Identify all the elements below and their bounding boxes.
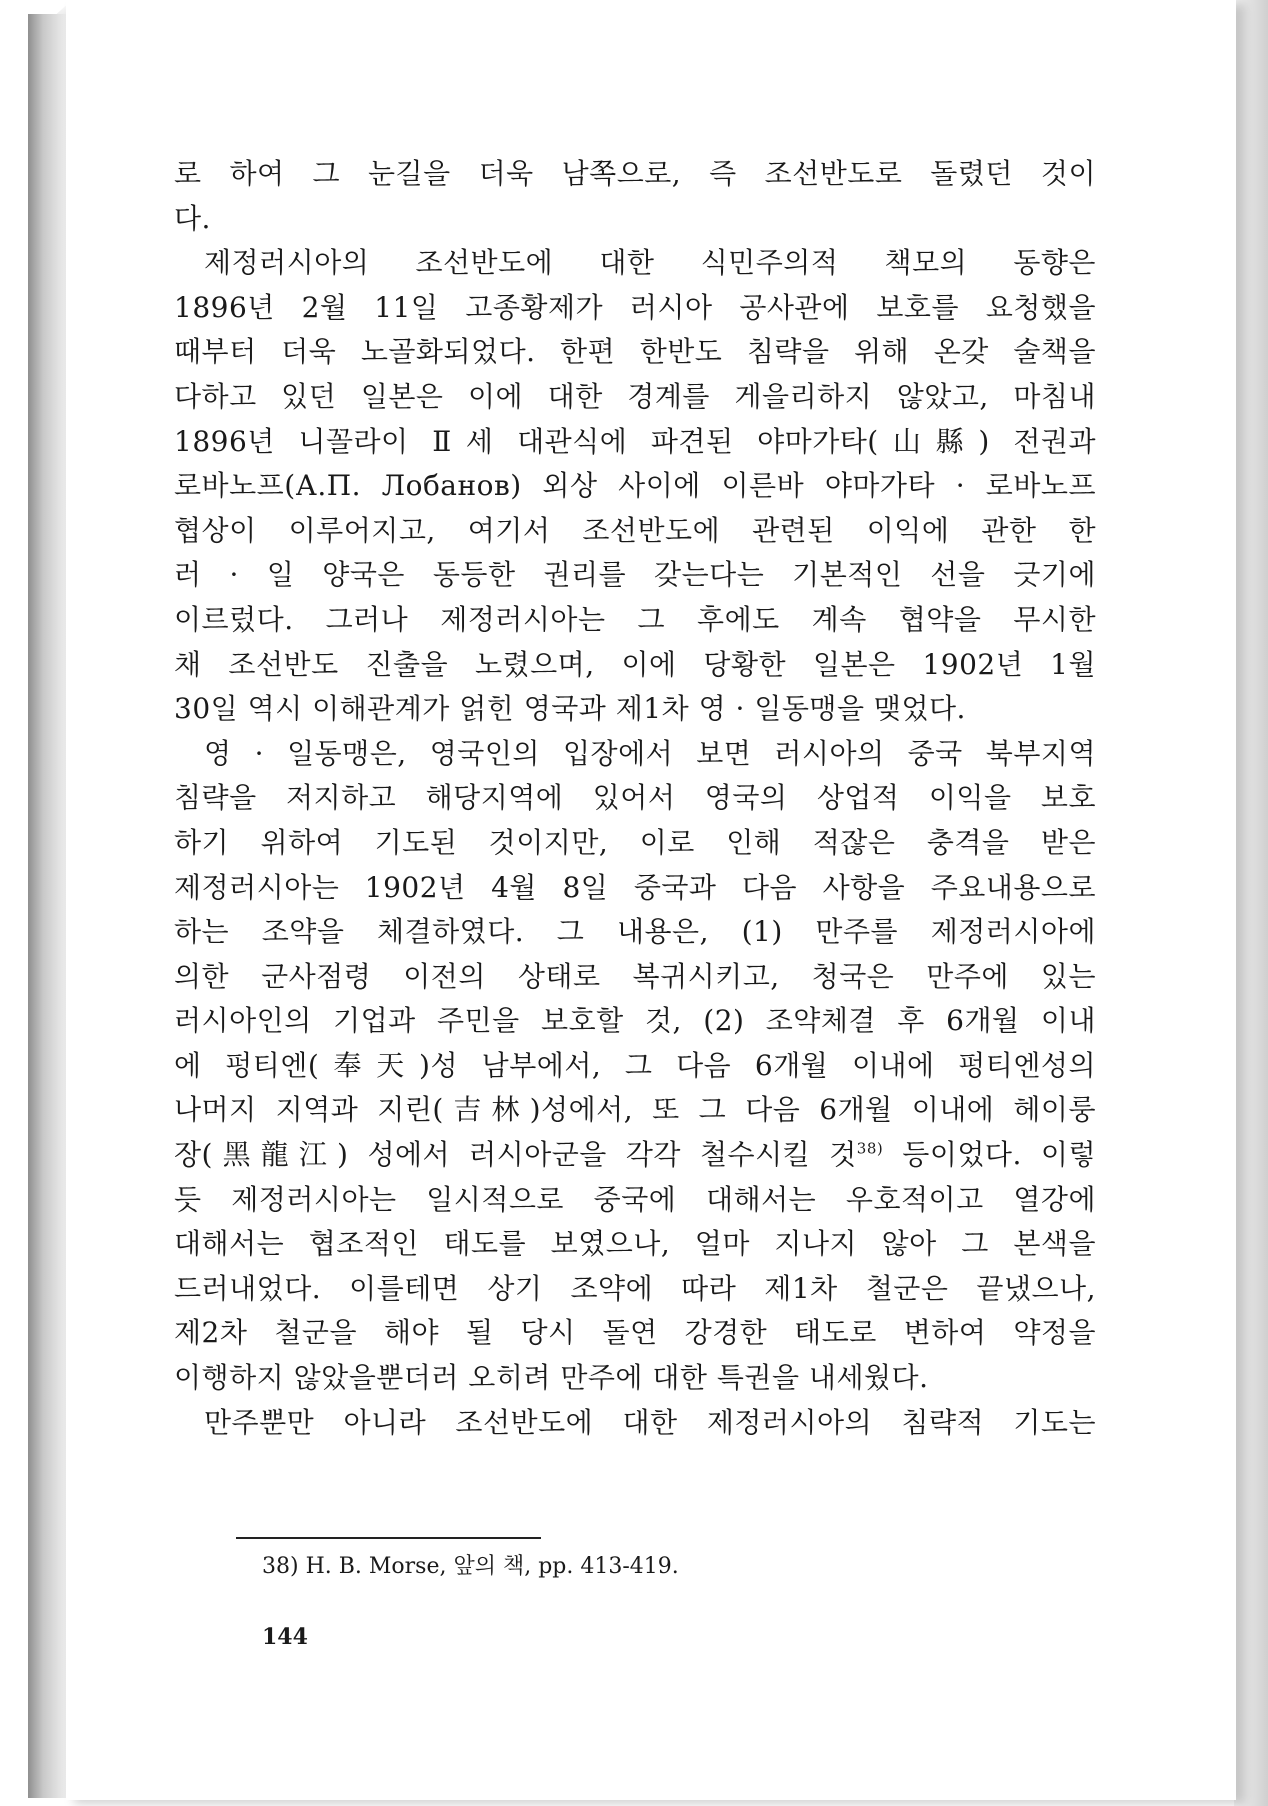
text-line: 하는 조약을 체결하였다. 그 내용은, (1) 만주를 제정러시아에 — [174, 915, 1096, 949]
page-number: 144 — [262, 1624, 308, 1650]
text-line: 침략을 저지하고 해당지역에 있어서 영국의 상업적 이익을 보호 — [174, 781, 1096, 815]
text-line-with-footnote — [174, 1133, 1096, 1178]
paragraph-start-line: 제정러시아의 조선반도에 대한 식민주의적 책모의 동향은 — [204, 246, 1096, 280]
text-line: 제정러시아는 1902년 4월 8일 중국과 다음 사항을 주요내용으로 — [174, 870, 1096, 904]
text-line: 다. — [174, 201, 211, 235]
text-line: 의한 군사점령 이전의 상태로 복귀시키고, 청국은 만주에 있는 — [174, 959, 1096, 993]
text-line: 제2차 철군을 해야 될 당시 돌연 강경한 태도로 변하여 약정을 — [174, 1316, 1096, 1350]
footnote-divider — [236, 1537, 541, 1539]
text-line: 때부터 더욱 노골화되었다. 한편 한반도 침략을 위해 온갖 술책을 — [174, 335, 1096, 369]
footnote: 38) H. B. Morse, 앞의 책, pp. 413-419. — [262, 1554, 679, 1579]
text-line: 협상이 이루어지고, 여기서 조선반도에 관련된 이익에 관한 한 — [174, 513, 1096, 547]
text-line: 1896년 니꼴라이 Ⅱ세 대관식에 파견된 야마가타(山縣) 전권과 — [174, 424, 1096, 458]
text-line: 하기 위하여 기도된 것이지만, 이로 인해 적잖은 충격을 받은 — [174, 825, 1096, 859]
text-line: 1896년 2월 11일 고종황제가 러시아 공사관에 보호를 요청했을 — [174, 290, 1096, 324]
text-segment: 등이었다. 이렇 — [883, 1138, 1096, 1172]
text-line: 대해서는 협조적인 태도를 보였으나, 얼마 지나지 않아 그 본색을 — [174, 1227, 1096, 1261]
text-segment: 장(黑龍江) 성에서 러시아군을 각각 철수시킬 것 — [174, 1138, 857, 1172]
paragraph-start-line: 영 · 일동맹은, 영국인의 입장에서 보면 러시아의 중국 북부지역 — [204, 736, 1096, 770]
footnote-marker: 38) — [856, 1139, 884, 1158]
text-line: 듯 제정러시아는 일시적으로 중국에 대해서는 우호적이고 열강에 — [174, 1182, 1096, 1216]
text-line: 30일 역시 이해관계가 얽힌 영국과 제1차 영 · 일동맹을 맺었다. — [174, 692, 966, 726]
text-line: 다하고 있던 일본은 이에 대한 경계를 게을리하지 않았고, 마침내 — [174, 379, 1096, 413]
text-line: 러시아인의 기업과 주민을 보호할 것, (2) 조약체결 후 6개월 이내 — [174, 1004, 1096, 1038]
text-line: 로 하여 그 눈길을 더욱 남쪽으로, 즉 조선반도로 돌렸던 것이 — [174, 157, 1096, 190]
text-line: 나머지 지역과 지린(吉林)성에서, 또 그 다음 6개월 이내에 헤이룽 — [174, 1093, 1096, 1127]
text-line: 에 펑티엔(奉天)성 남부에서, 그 다음 6개월 이내에 펑티엔성의 — [174, 1048, 1096, 1082]
page-edge — [1234, 0, 1268, 1806]
paragraph-start-line: 만주뿐만 아니라 조선반도에 대한 제정러시아의 침략적 기도는 — [204, 1405, 1096, 1439]
text-line: 러 · 일 양국은 동등한 권리를 갖는다는 기본적인 선을 긋기에 — [174, 558, 1096, 592]
text-line: 이르렀다. 그러나 제정러시아는 그 후에도 계속 협약을 무시한 — [174, 602, 1096, 636]
text-line: 드러내었다. 이를테면 상기 조약에 따라 제1차 철군은 끝냈으나, — [174, 1271, 1096, 1305]
text-line: 이행하지 않았을뿐더러 오히려 만주에 대한 특권을 내세웠다. — [174, 1361, 929, 1395]
text-line: 로바노프(А.П. Лобанов) 외상 사이에 이른바 야마가타 · 로바노프 — [174, 469, 1096, 503]
body-text — [174, 152, 1096, 1445]
text-line: 채 조선반도 진출을 노렸으며, 이에 당황한 일본은 1902년 1월 — [174, 647, 1096, 681]
